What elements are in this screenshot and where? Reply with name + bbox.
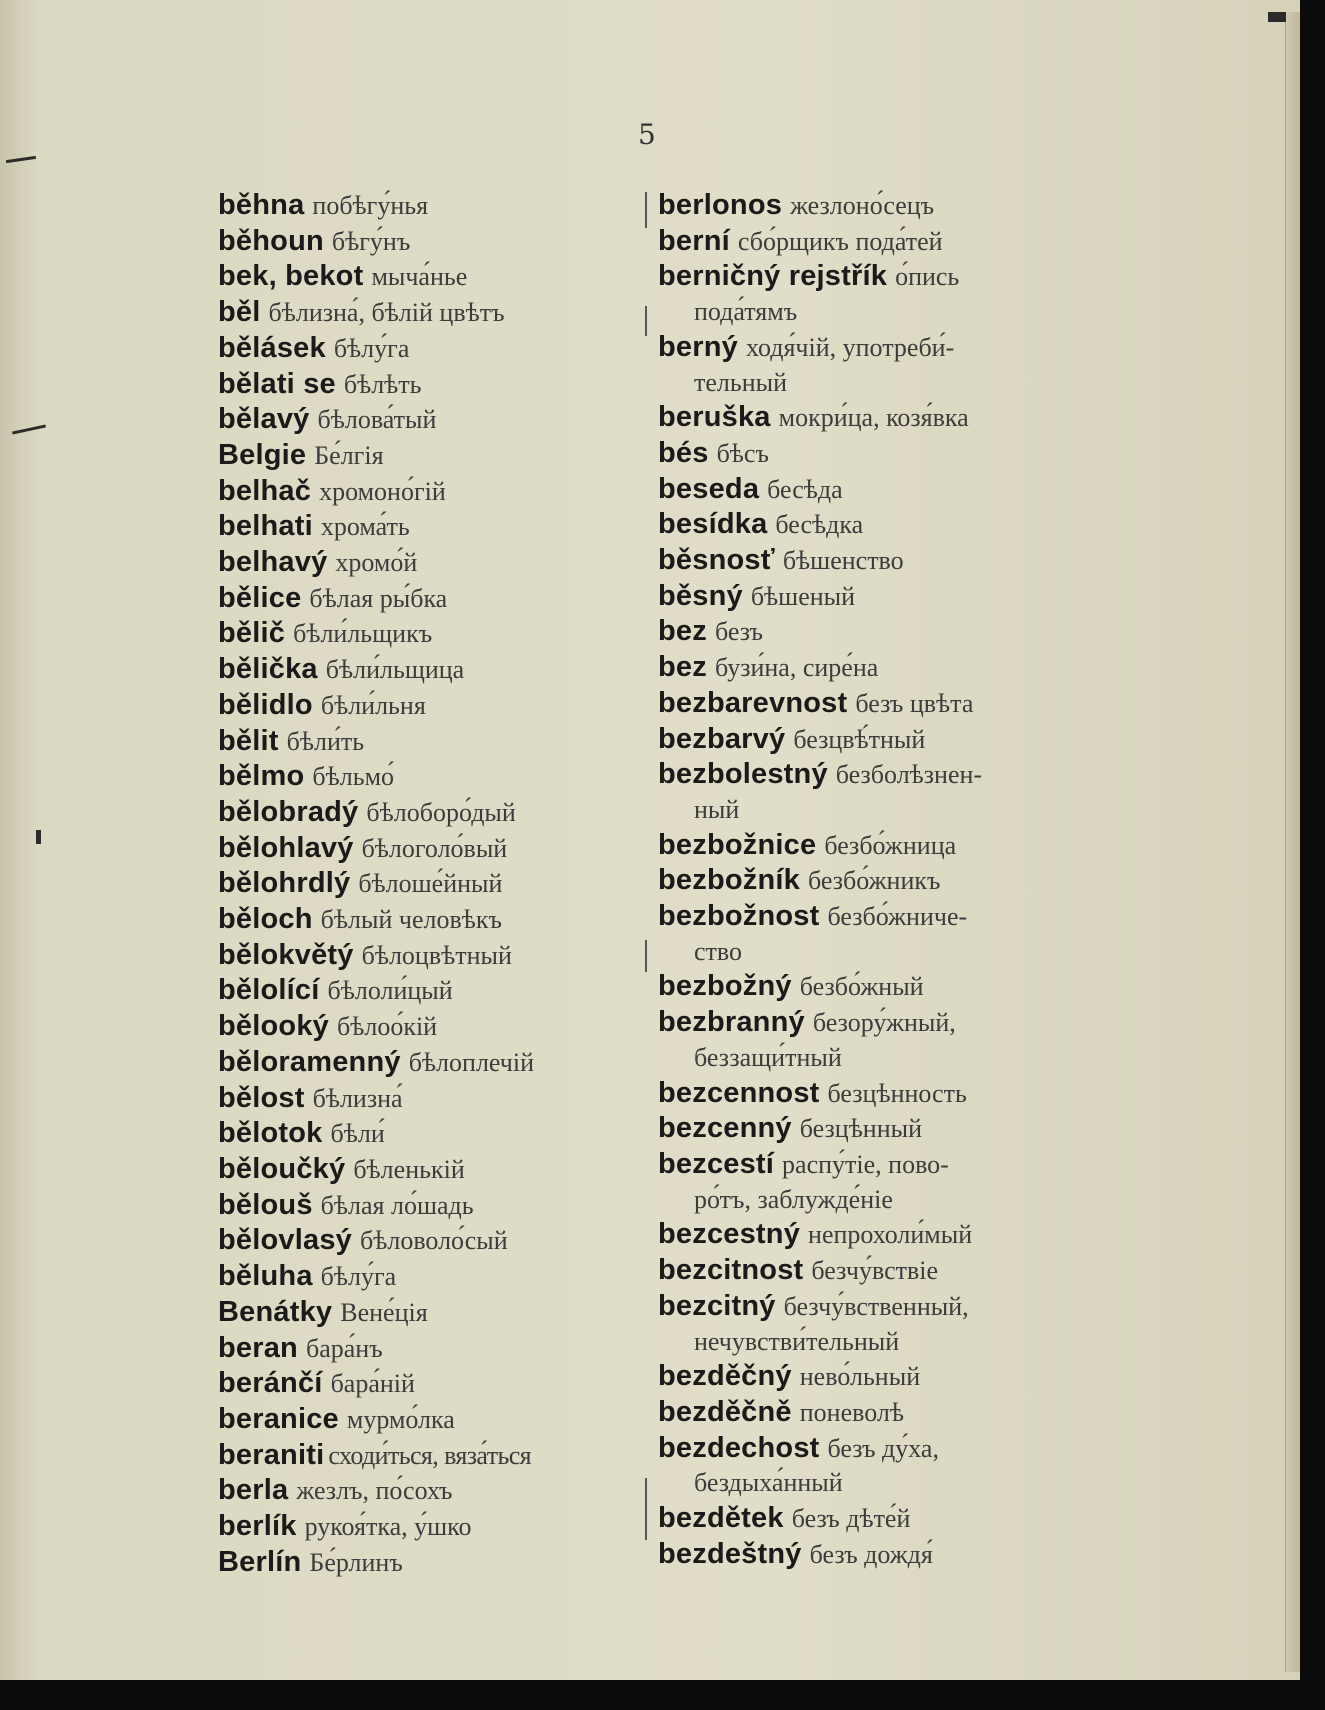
dictionary-entry (218, 1223, 638, 1259)
dictionary-entry (218, 795, 638, 831)
dictionary-entry (218, 509, 638, 545)
translation-continuation: ство (694, 936, 743, 966)
translation: хрома́ть (320, 512, 410, 542)
dictionary-entry (658, 1431, 1088, 1501)
dictionary-entry (218, 1116, 638, 1152)
dictionary-entry (218, 581, 638, 617)
headword: Benátky (218, 1295, 333, 1328)
dictionary-entry (658, 614, 1088, 650)
translation: безъ цвѣта (855, 688, 974, 718)
translation: жезлъ, по́сохъ (296, 1476, 453, 1506)
dictionary-entry (218, 259, 638, 295)
headword: bělouš (218, 1188, 313, 1221)
dictionary-entry (218, 1331, 638, 1367)
dictionary-entry (658, 330, 1088, 400)
headword: Belgie (218, 438, 307, 471)
column-rule (645, 192, 647, 228)
headword: beran (218, 1331, 298, 1364)
translation: бѣли́льщица (325, 655, 465, 685)
headword: bezbarvý (658, 722, 786, 755)
dictionary-entry (658, 828, 1088, 864)
headword: bek, bekot (218, 260, 364, 293)
translation: распу́тіе, пово- (782, 1149, 949, 1179)
translation-continuation: нечувстви́тельный (694, 1326, 900, 1356)
translation: безцвѣ́тный (793, 724, 926, 754)
page-edge (1285, 12, 1300, 1672)
dictionary-entry (658, 507, 1088, 543)
column-rule (645, 306, 647, 336)
dictionary-entry (218, 759, 638, 795)
dictionary-entry (218, 1081, 638, 1117)
dictionary-entry (218, 295, 638, 331)
dictionary-entry (218, 688, 638, 724)
headword: bezcitný (658, 1289, 776, 1322)
translation: безчу́вствіе (811, 1256, 939, 1286)
dictionary-entry (658, 1147, 1088, 1217)
headword: bezbožník (658, 864, 800, 897)
headword: bělolící (218, 974, 320, 1007)
translation: побѣгу́нья (312, 191, 429, 220)
headword: berlonos (658, 189, 783, 221)
headword: bělooký (218, 1010, 329, 1043)
translation: бѣловоло́сый (360, 1226, 508, 1256)
headword: bělohrdlý (218, 867, 351, 900)
headword: bělič (218, 617, 286, 650)
translation: бѣлый человѣкъ (320, 905, 502, 935)
headword: beseda (658, 472, 760, 505)
translation: бѣлизна́ (312, 1083, 403, 1113)
headword: beránčí (218, 1367, 323, 1400)
headword: běhna (218, 189, 305, 221)
translation: поневолѣ (799, 1397, 904, 1427)
translation-continuation: пода́тямъ (694, 297, 798, 327)
dictionary-entry (218, 938, 638, 974)
dictionary-entry (658, 686, 1088, 722)
dictionary-entry (218, 1509, 638, 1545)
headword: berla (218, 1474, 289, 1507)
translation: безчу́вственный, (783, 1291, 969, 1321)
dictionary-entry (218, 188, 638, 224)
dictionary-entry (658, 472, 1088, 508)
translation: безбо́жниче- (827, 902, 968, 932)
translation: жезлоно́сецъ (790, 191, 935, 220)
margin-mark (12, 424, 46, 434)
headword: bezbožnost (658, 900, 820, 933)
translation: бѣлова́тый (317, 405, 437, 435)
translation: безъ дождя́ (809, 1539, 933, 1569)
dictionary-entry (218, 1366, 638, 1402)
dictionary-entry (658, 1289, 1088, 1359)
dictionary-entry (658, 579, 1088, 615)
headword: bělmo (218, 760, 305, 793)
translation: непрохоли́мый (808, 1220, 973, 1250)
headword: bělohlavý (218, 831, 354, 864)
translation: бѣлу́га (320, 1262, 397, 1292)
translation: бѣлѣть (343, 369, 422, 399)
headword: běloch (218, 903, 313, 936)
dictionary-entry (218, 1045, 638, 1081)
dictionary-entry (218, 1545, 638, 1581)
translation: Бе́рлинъ (309, 1547, 403, 1577)
translation: Вене́ція (340, 1297, 428, 1327)
dictionary-entry (658, 863, 1088, 899)
translation: рукоя́тка, у́шко (304, 1512, 472, 1542)
translation: бѣлу́га (333, 333, 410, 363)
headword: berničný rejstřík (658, 260, 888, 293)
translation: хромоно́гій (319, 476, 446, 506)
translation: безболѣзнен- (835, 760, 983, 790)
translation: бѣлая ры́бка (309, 583, 448, 613)
headword: bez (658, 615, 707, 648)
left-column (218, 188, 638, 1580)
translation-continuation: беззащи́тный (694, 1042, 842, 1072)
dictionary-entry (658, 899, 1088, 969)
headword: bezbožnice (658, 828, 817, 861)
translation-continuation: ный (694, 794, 740, 824)
translation: безбо́жникъ (807, 866, 941, 896)
dictionary-entry (658, 757, 1088, 827)
dictionary-entry (218, 724, 638, 760)
headword: bezdeštný (658, 1537, 802, 1570)
translation: бара́ній (330, 1369, 415, 1399)
dictionary-entry (658, 259, 1088, 329)
dictionary-entry (218, 438, 638, 474)
translation: бѣлоборо́дый (366, 797, 516, 827)
dictionary-entry (218, 1188, 638, 1224)
dictionary-entry (658, 224, 1088, 260)
headword: bezbarevnost (658, 686, 848, 719)
translation: бѣлоо́кій (337, 1012, 438, 1042)
dictionary-entry (218, 474, 638, 510)
translation: мурмо́лка (346, 1404, 455, 1434)
headword: bělobradý (218, 795, 359, 828)
page-number: 5 (638, 118, 656, 151)
translation: бѣлая ло́шадь (320, 1190, 474, 1220)
dictionary-entry (218, 331, 638, 367)
translation: бѣсъ (716, 438, 769, 468)
headword: běl (218, 296, 261, 329)
headword: berlík (218, 1510, 297, 1543)
headword: běhoun (218, 224, 324, 257)
translation: о́пись (895, 262, 960, 292)
headword: bělavý (218, 403, 310, 436)
dictionary-entry (218, 402, 638, 438)
headword: berný (658, 330, 738, 363)
dictionary-entry (218, 616, 638, 652)
translation: безору́жный, (812, 1008, 956, 1038)
headword: berní (658, 224, 730, 257)
translation: безъ ду́ха, (827, 1433, 939, 1463)
dictionary-entry (218, 973, 638, 1009)
dictionary-entry (218, 652, 638, 688)
dictionary-entry (218, 224, 638, 260)
headword: bělokvětý (218, 938, 354, 971)
dictionary-entry (218, 1402, 638, 1438)
headword: bělice (218, 581, 302, 614)
dictionary-entry (658, 1395, 1088, 1431)
translation: бѣли́ть (286, 726, 365, 756)
dictionary-entry (658, 1501, 1088, 1537)
translation: бѣли́ (330, 1119, 385, 1149)
headword: beruška (658, 401, 771, 434)
dictionary-entry (658, 1217, 1088, 1253)
translation: бузи́на, сире́на (714, 653, 879, 683)
headword: bělati se (218, 367, 336, 400)
dictionary-entry (658, 969, 1088, 1005)
translation: бѣлоцвѣтный (361, 940, 512, 970)
headword: bés (658, 436, 709, 469)
headword: besídka (658, 508, 768, 541)
dictionary-entry (218, 1259, 638, 1295)
translation: бѣгу́нъ (331, 226, 411, 256)
translation: бѣлоголо́вый (361, 833, 508, 863)
translation: бѣлоли́цый (327, 976, 453, 1006)
translation: бѣли́льня (320, 690, 426, 720)
dictionary-entry (218, 1009, 638, 1045)
column-rule (645, 940, 647, 972)
dictionary-entry (658, 1111, 1088, 1147)
dictionary-entry (218, 545, 638, 581)
headword: bezděčný (658, 1360, 792, 1393)
headword: bělotok (218, 1117, 323, 1150)
dictionary-entry (658, 722, 1088, 758)
dictionary-entry (218, 866, 638, 902)
translation: мыча́нье (371, 262, 468, 292)
headword: bezděčně (658, 1395, 792, 1428)
translation: бѣлоше́йный (358, 869, 503, 899)
headword: bezbranný (658, 1006, 805, 1039)
translation: нево́льный (799, 1362, 921, 1392)
headword: běsný (658, 579, 743, 612)
headword: bělásek (218, 331, 326, 364)
headword: bezbožný (658, 970, 792, 1003)
translation: бѣльмо́ (312, 762, 395, 792)
headword: Berlín (218, 1545, 302, 1578)
headword: bezbolestný (658, 758, 828, 791)
translation: безъ (714, 617, 763, 647)
dictionary-entry (658, 650, 1088, 686)
translation: бѣли́льщикъ (293, 619, 433, 649)
headword: bezcenný (658, 1112, 792, 1145)
dictionary-entry (658, 543, 1088, 579)
dictionary-entry (218, 1438, 638, 1474)
headword: bezcestný (658, 1218, 801, 1251)
headword: bělit (218, 724, 279, 757)
translation: мокри́ца, козя́вка (778, 403, 969, 433)
headword: běsnosť (658, 544, 775, 577)
headword: beraniti (218, 1438, 325, 1471)
headword: bezcennost (658, 1076, 820, 1109)
dictionary-entry (218, 831, 638, 867)
headword: beranice (218, 1402, 339, 1435)
dictionary-entry (658, 1005, 1088, 1075)
translation: безъ дѣте́й (791, 1504, 911, 1534)
translation-continuation: ро́тъ, заблужде́ніе (694, 1184, 893, 1214)
translation: бара́нъ (305, 1333, 383, 1363)
translation: ходя́чій, употреби́- (745, 332, 955, 362)
translation: безбо́жница (824, 830, 957, 860)
dictionary-entry (658, 400, 1088, 436)
dictionary-entry (658, 1537, 1088, 1573)
column-rule (645, 1478, 647, 1540)
dictionary-entry (658, 188, 1088, 224)
headword: bělost (218, 1081, 305, 1114)
margin-mark (36, 830, 41, 844)
translation: безцѣнный (799, 1114, 923, 1144)
margin-mark (6, 156, 36, 163)
headword: bělička (218, 653, 318, 686)
translation: безцѣнность (827, 1078, 967, 1108)
translation: хромо́й (335, 548, 418, 578)
translation-continuation: бездыха́нный (694, 1468, 843, 1498)
headword: bezcitnost (658, 1254, 804, 1287)
translation: бѣшенство (782, 546, 904, 576)
headword: bez (658, 651, 707, 684)
translation: бѣлизна́, бѣлій цвѣтъ (268, 298, 505, 328)
dictionary-entry (658, 1076, 1088, 1112)
dictionary-entry (658, 1359, 1088, 1395)
dictionary-entry (218, 902, 638, 938)
headword: belhati (218, 510, 313, 543)
translation-continuation: тельный (694, 367, 788, 397)
right-column (658, 188, 1088, 1572)
translation: бѣлоплечій (408, 1047, 535, 1077)
dictionary-entry (218, 367, 638, 403)
dictionary-entry (218, 1152, 638, 1188)
dictionary-entry (218, 1473, 638, 1509)
headword: bezdětek (658, 1502, 784, 1535)
translation: бѣшеный (750, 581, 856, 611)
dictionary-entry (658, 1253, 1088, 1289)
translation: бѣленькій (353, 1154, 465, 1184)
headword: běloučký (218, 1152, 346, 1185)
translation: Бе́лгія (314, 440, 384, 470)
headword: běluha (218, 1260, 313, 1293)
translation: бесѣда (767, 474, 843, 504)
translation: сбо́рщикъ пода́тей (737, 226, 943, 256)
headword: bezdechost (658, 1431, 820, 1464)
page-corner (1268, 12, 1286, 22)
translation: безбо́жный (799, 972, 924, 1002)
dictionary-entry (218, 1295, 638, 1331)
headword: běloramenný (218, 1045, 401, 1078)
headword: bělidlo (218, 688, 313, 721)
headword: belhač (218, 474, 312, 507)
translation: бесѣдка (775, 510, 864, 540)
headword: bělovlasý (218, 1224, 352, 1257)
headword: belhavý (218, 546, 328, 579)
translation: сходи́ться, вяза́ться (328, 1440, 532, 1470)
headword: bezcestí (658, 1147, 775, 1180)
dictionary-entry (658, 436, 1088, 472)
